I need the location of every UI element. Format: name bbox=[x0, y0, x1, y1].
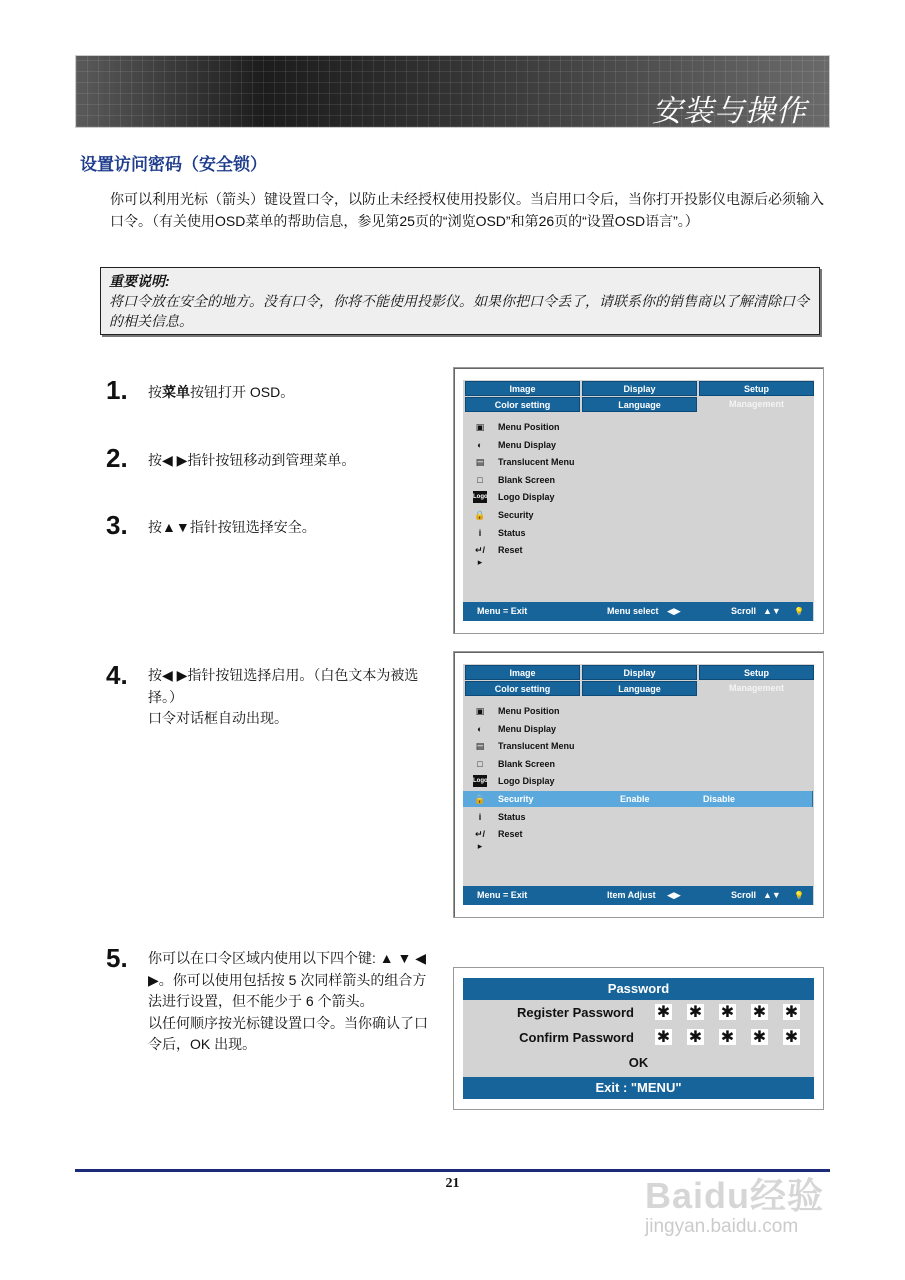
password-mask-icon: ✱ bbox=[720, 1029, 735, 1046]
page-number: 21 bbox=[445, 1176, 460, 1191]
note-heading: 重要说明: bbox=[109, 273, 170, 289]
menu-item-label: Logo Display bbox=[498, 776, 555, 787]
password-mask-icon: ✱ bbox=[784, 1004, 799, 1021]
section-title: 设置访问密码（安全锁） bbox=[80, 155, 267, 174]
step-number: 1. bbox=[106, 375, 128, 405]
lock-icon: 🔒 bbox=[474, 510, 486, 520]
left-right-arrows-icon: ◀▶ bbox=[667, 890, 681, 900]
menu-item-label: Translucent Menu bbox=[498, 457, 575, 468]
option-disable[interactable]: Disable bbox=[703, 794, 736, 804]
menu-item-logo-display[interactable] bbox=[463, 773, 813, 789]
menu-position-icon: ▣ bbox=[475, 706, 485, 716]
password-mask-icon: ✱ bbox=[752, 1029, 767, 1046]
osd-footer-bar bbox=[463, 602, 813, 621]
blank-screen-icon: □ bbox=[477, 758, 483, 769]
menu-item-menu-position[interactable] bbox=[463, 703, 813, 719]
left-right-arrows-icon: ◀▶ bbox=[667, 606, 681, 616]
confirm-password-label: Confirm Password bbox=[519, 1030, 634, 1045]
blank-screen-icon: □ bbox=[477, 474, 483, 485]
step-number: 2. bbox=[106, 443, 128, 473]
menu-item-label: Blank Screen bbox=[498, 758, 556, 769]
ok-button[interactable]: OK bbox=[628, 1055, 649, 1070]
osd-footer-bar bbox=[463, 886, 813, 905]
tab-color-setting[interactable]: Color setting bbox=[465, 397, 580, 412]
menu-exit-hint: Menu = Exit bbox=[477, 606, 528, 616]
lock-icon: 🔒 bbox=[474, 794, 486, 804]
bulb-icon: 💡 bbox=[794, 891, 804, 900]
watermark-url: jingyan.baidu.com bbox=[645, 1216, 799, 1237]
step-4-text bbox=[148, 665, 438, 730]
step-text: 按钮打开 OSD。 bbox=[190, 384, 295, 400]
option-enable[interactable]: Enable bbox=[620, 794, 650, 804]
scroll-hint: Scroll bbox=[731, 606, 757, 616]
password-mask-icon: ✱ bbox=[784, 1029, 799, 1046]
password-mask-icon: ✱ bbox=[688, 1004, 703, 1021]
menu-item-translucent-menu[interactable] bbox=[463, 454, 813, 470]
tab-color-setting[interactable]: Color setting bbox=[465, 681, 580, 696]
logo-display-icon: Logo bbox=[473, 491, 487, 503]
up-down-arrows-icon: ▲▼ bbox=[763, 890, 781, 900]
exit-bar: Exit : "MENU" bbox=[463, 1077, 814, 1099]
step-1-text bbox=[148, 382, 438, 404]
tab-management[interactable]: Management bbox=[699, 681, 814, 696]
menu-item-status[interactable] bbox=[463, 525, 813, 541]
menu-item-menu-display[interactable] bbox=[463, 721, 813, 737]
password-dialog bbox=[453, 967, 824, 1110]
password-title: Password bbox=[463, 978, 814, 1000]
password-mask-icon: ✱ bbox=[720, 1004, 735, 1021]
menu-item-menu-position[interactable] bbox=[463, 419, 813, 435]
tab-display[interactable]: Display bbox=[582, 381, 697, 396]
tab-setup[interactable]: Setup bbox=[699, 381, 814, 396]
osd-menu-screenshot-1 bbox=[453, 367, 824, 634]
menu-item-label: Reset bbox=[498, 829, 523, 840]
tab-display[interactable]: Display bbox=[582, 665, 697, 680]
logo-display-icon: Logo bbox=[473, 775, 487, 787]
mid-hint: Item Adjust bbox=[607, 890, 656, 900]
step-text: 按◀ ▶指针按钮选择启用。（白色文本为被选择。） bbox=[148, 667, 419, 705]
step-text: 按 bbox=[148, 384, 162, 400]
ok-row bbox=[463, 1055, 814, 1073]
menu-item-logo-display[interactable] bbox=[463, 489, 813, 505]
menu-item-translucent-menu[interactable] bbox=[463, 738, 813, 754]
step-bold-text: 菜单 bbox=[162, 384, 190, 400]
menu-item-blank-screen[interactable] bbox=[463, 756, 813, 772]
step-2-text: 按◀ ▶指针按钮移动到管理菜单。 bbox=[148, 452, 356, 468]
step-number: 5. bbox=[106, 943, 128, 973]
reset-icon: ↵/▸ bbox=[474, 545, 486, 568]
tab-language[interactable]: Language bbox=[582, 681, 697, 696]
tab-setup[interactable]: Setup bbox=[699, 665, 814, 680]
menu-item-label: Reset bbox=[498, 545, 523, 556]
menu-item-label: Menu Display bbox=[498, 723, 557, 734]
step-text: 你可以在口令区域内使用以下四个键: ▲ ▼ ◀ ▶。你可以使用包括按 5 次同样箭头的组合方法进行设置，但不能少于 6 个箭头。 bbox=[148, 950, 427, 1009]
menu-exit-hint: Menu = Exit bbox=[477, 890, 528, 900]
important-note bbox=[100, 267, 820, 335]
register-password-row bbox=[463, 1004, 814, 1022]
bulb-icon: 💡 bbox=[794, 607, 804, 616]
menu-item-label: Status bbox=[498, 527, 526, 538]
menu-item-reset[interactable] bbox=[463, 826, 813, 852]
menu-item-status[interactable] bbox=[463, 809, 813, 825]
reset-icon: ↵/▸ bbox=[474, 829, 486, 852]
osd-menu-screenshot-2 bbox=[453, 651, 824, 918]
password-mask-icon: ✱ bbox=[688, 1029, 703, 1046]
menu-position-icon: ▣ bbox=[475, 422, 485, 432]
menu-item-label: Translucent Menu bbox=[498, 741, 575, 752]
step-number: 4. bbox=[106, 660, 128, 690]
password-mask-icon: ✱ bbox=[656, 1029, 671, 1046]
mid-hint: Menu select bbox=[607, 606, 659, 616]
header-banner bbox=[75, 55, 830, 128]
menu-item-menu-display[interactable] bbox=[463, 437, 813, 453]
register-password-label: Register Password bbox=[516, 1005, 634, 1020]
tab-image[interactable]: Image bbox=[465, 665, 580, 680]
menu-item-label: Logo Display bbox=[498, 492, 555, 503]
password-mask-icon: ✱ bbox=[656, 1004, 671, 1021]
scroll-hint: Scroll bbox=[731, 890, 757, 900]
translucent-menu-icon: ▤ bbox=[475, 741, 485, 752]
password-mask-icon: ✱ bbox=[752, 1004, 767, 1021]
menu-item-security[interactable] bbox=[463, 791, 813, 807]
menu-item-label: Menu Position bbox=[498, 422, 560, 432]
menu-item-label: Status bbox=[498, 811, 526, 822]
info-icon: i bbox=[478, 811, 482, 822]
confirm-password-row bbox=[463, 1029, 814, 1047]
step-3-text: 按▲▼指针按钮选择安全。 bbox=[148, 519, 316, 535]
watermark-logo: Baidu经验 bbox=[645, 1175, 825, 1216]
tab-management[interactable]: Management bbox=[699, 397, 814, 412]
intro-paragraph: 你可以利用光标（箭头）键设置口令，以防止未经授权使用投影仪。当启用口令后，当你打开投影仪电源后必须输入口令。（有关使用OSD菜单的帮助信息，参见第25页的“浏览OSD”和第26页的“设置OSD语言”。） bbox=[110, 191, 824, 229]
menu-item-label: Security bbox=[498, 510, 534, 520]
menu-item-label: Blank Screen bbox=[498, 474, 556, 485]
tab-image[interactable]: Image bbox=[465, 381, 580, 396]
step-text: 以任何顺序按光标键设置口令。当你确认了口令后，OK 出现。 bbox=[148, 1014, 428, 1052]
menu-display-icon: ◐ bbox=[477, 723, 483, 734]
translucent-menu-icon: ▤ bbox=[475, 457, 485, 468]
menu-item-label: Menu Position bbox=[498, 706, 560, 716]
menu-item-security[interactable] bbox=[463, 507, 813, 523]
menu-item-label: Security bbox=[498, 794, 534, 804]
banner-title: 安装与操作 bbox=[652, 94, 807, 129]
step-number: 3. bbox=[106, 510, 128, 540]
menu-item-blank-screen[interactable] bbox=[463, 472, 813, 488]
up-down-arrows-icon: ▲▼ bbox=[763, 606, 781, 616]
menu-item-label: Menu Display bbox=[498, 439, 557, 450]
menu-display-icon: ◐ bbox=[477, 439, 483, 450]
note-body: 将口令放在安全的地方。没有口令，你将不能使用投影仪。如果你把口令丢了，请联系你的销售商以了解清除口令的相关信息。 bbox=[109, 293, 809, 329]
info-icon: i bbox=[478, 527, 482, 538]
step-text: 口令对话框自动出现。 bbox=[148, 710, 288, 726]
tab-language[interactable]: Language bbox=[582, 397, 697, 412]
step-5-text bbox=[148, 948, 438, 1056]
menu-item-reset[interactable] bbox=[463, 542, 813, 568]
